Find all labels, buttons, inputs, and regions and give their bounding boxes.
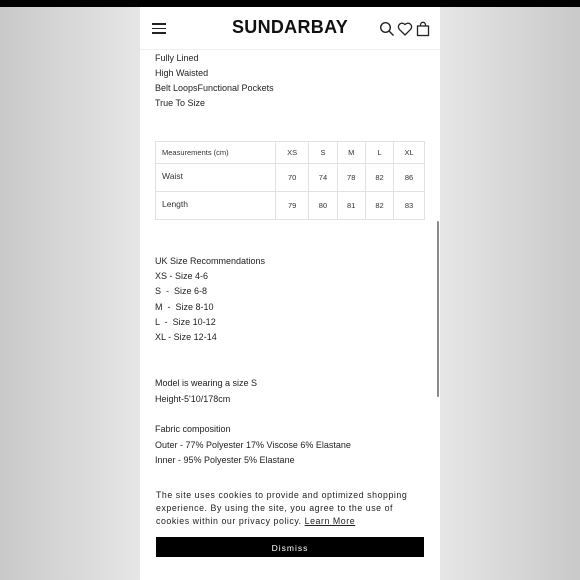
model-size-text: Model is wearing a size S <box>155 378 258 388</box>
table-cell: 86 <box>394 164 425 192</box>
table-cell: Length <box>156 192 276 220</box>
table-header-cell: Measurements (cm) <box>156 142 276 164</box>
feature-item: True To Size <box>155 98 206 108</box>
table-header-cell: M <box>337 142 365 164</box>
background-left <box>0 0 140 580</box>
table-cell: 82 <box>365 164 393 192</box>
cookie-banner <box>140 477 440 580</box>
uk-size-item: XS - Size 4-6 <box>155 271 209 281</box>
learn-more-link[interactable]: Learn More <box>304 516 356 526</box>
table-cell: 82 <box>365 192 393 220</box>
table-cell: 81 <box>337 192 365 220</box>
cookie-message <box>156 489 426 528</box>
uk-size-title: UK Size Recommendations <box>155 256 266 266</box>
feature-item: Belt LoopsFunctional Pockets <box>155 83 274 93</box>
dismiss-button[interactable]: Dismiss <box>156 537 424 557</box>
model-height-text: Height-5'10/178cm <box>155 394 231 404</box>
feature-item: High Waisted <box>155 68 209 78</box>
uk-size-item: L - Size 10-12 <box>155 317 216 327</box>
table-cell: 80 <box>309 192 337 220</box>
site-header <box>140 7 440 50</box>
uk-size-item: M - Size 8-10 <box>155 302 214 312</box>
table-header-cell: XS <box>276 142 309 164</box>
uk-size-item: XL - Size 12-14 <box>155 332 217 342</box>
table-cell: 70 <box>276 164 309 192</box>
background-right <box>440 0 580 580</box>
brand-logo[interactable]: SUNDARBAY <box>231 17 349 37</box>
phone-screen <box>140 7 440 580</box>
feature-item: Fully Lined <box>155 53 199 63</box>
fabric-title: Fabric composition <box>155 424 231 434</box>
table-cell: 78 <box>337 164 365 192</box>
search-icon[interactable] <box>379 21 395 37</box>
table-cell: 79 <box>276 192 309 220</box>
table-cell: Waist <box>156 164 276 192</box>
table-row <box>156 164 425 192</box>
table-header-cell: L <box>365 142 393 164</box>
fabric-inner: Inner - 95% Polyester 5% Elastane <box>155 455 295 465</box>
top-bar <box>0 0 580 7</box>
cookie-text: The site uses cookies to provide and optimized shopping experience. By using the site, you agree to the use of cookies within our privacy policy. <box>156 490 408 526</box>
table-header-cell: XL <box>394 142 425 164</box>
fabric-outer: Outer - 77% Polyester 17% Viscose 6% Elastane <box>155 440 351 450</box>
heart-icon[interactable] <box>397 21 413 37</box>
scrollbar[interactable] <box>437 221 439 397</box>
table-header-row <box>156 142 425 164</box>
size-chart-table <box>155 141 425 220</box>
table-row <box>156 192 425 220</box>
uk-size-item: S - Size 6-8 <box>155 286 208 296</box>
cart-icon[interactable] <box>415 21 431 37</box>
table-header-cell: S <box>309 142 337 164</box>
table-cell: 74 <box>309 164 337 192</box>
table-cell: 83 <box>394 192 425 220</box>
